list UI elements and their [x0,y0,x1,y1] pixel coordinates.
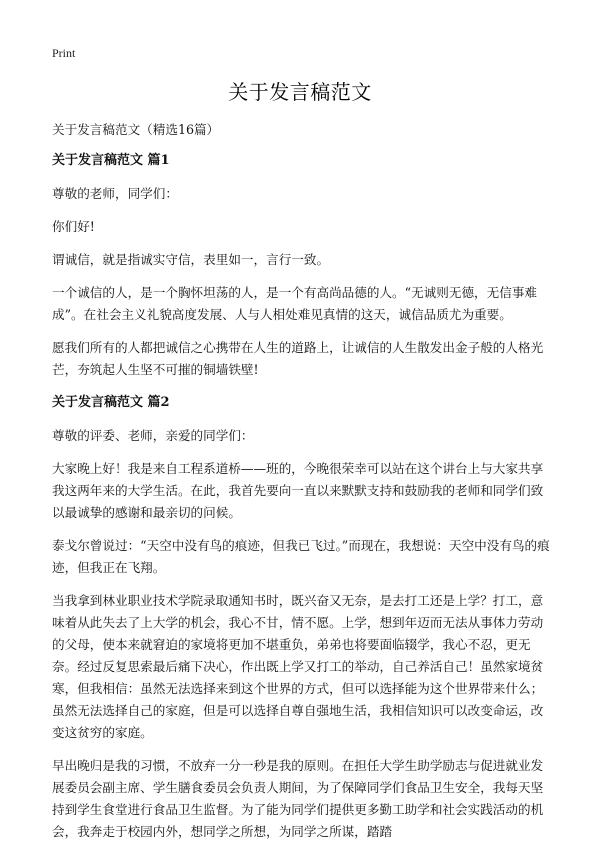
document-subtitle: 关于发言稿范文（精选16篇） [52,122,220,137]
section-heading: 关于发言稿范文 篇1 [52,153,170,168]
paragraph: 泰戈尔曾说过：“天空中没有鸟的痕迹，但我已飞过。”而现在，我想说：天空中没有鸟的痕迹，但我正在飞翔。 [52,538,550,575]
document-body [52,119,550,854]
paragraph: 尊敬的评委、老师，亲爱的同学们： [52,428,254,443]
page-title: 关于发言稿范文 [228,80,372,104]
section-2 [52,392,550,843]
paragraph: 愿我们所有的人都把诚信之心携带在人生的道路上，让诚信的人生散发出金子般的人格光芒，夯筑起人生坚不可摧的铜墙铁壁! [52,340,544,377]
paragraph: 你们好! [52,219,95,234]
paragraph: 当我拿到林业职业技术学院录取通知书时，既兴奋又无奈，是去打工还是上学？打工，意味着从此失去了上大学的机会，我心不甘，情不愿。上学，想到年迈而无法从事体力劳动的父母，使本来就窘迫的家境将更加不堪重负，弟弟也将要面临辍学，我心不忍，更无奈。经过反复思索最后痛下决心，作出既上学又打工的举动，自己养活自己！虽然家境贫寒，但我相信：虽然无法选择来到这个世界的方式，但可以选择能为这个世界带来什么；虽然无法选择自己的家庭，但是可以选择自尊自强地生活，我相信知识可以改变命运，改变这贫穷的家庭。 [52,593,544,740]
paragraph: 尊敬的老师，同学们： [52,186,178,201]
print-link[interactable]: Print [52,46,76,60]
paragraph: 大家晚上好！我是来自工程系道桥——班的，今晚很荣幸可以站在这个讲台上与大家共享我这两年来的大学生活。在此，我首先要向一直以来默默支持和鼓励我的老师和同学们致以最诚挚的感谢和最亲切的问候。 [52,461,544,520]
section-1 [52,150,550,381]
paragraph: 早出晚归是我的习惯，不放弃一分一秒是我的原则。在担任大学生助学励志与促进就业发展委员会副主席、学生膳食委员会负责人期间，为了保障同学们食品卫生安全，我每天坚持到学生食堂进行食品卫生监督。为了能为同学们提供更多勤工助学和社会实践活动的机会，我奔走于校园内外，想同学之所想，为同学之所谋，踏踏 [52,758,544,839]
paragraph: 一个诚信的人，是一个胸怀坦荡的人，是一个有高尚品德的人。“无诚则无德，无信事难成”。在社会主义礼貌高度发展、人与人相处难见真情的这天，诚信品质尤为重要。 [52,285,538,322]
section-heading: 关于发言稿范文 篇2 [52,395,170,410]
paragraph: 谓诚信，就是指诚实守信，表里如一，言行一致。 [52,252,330,267]
